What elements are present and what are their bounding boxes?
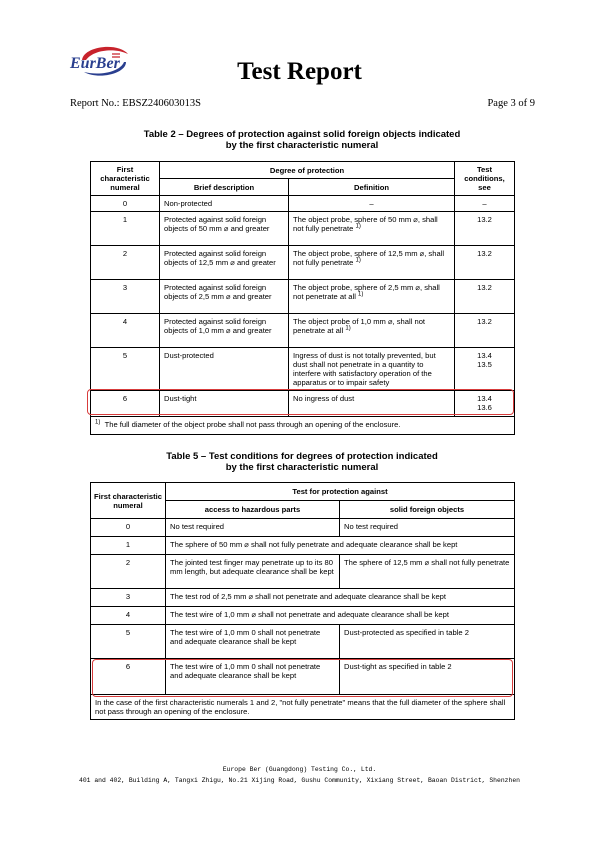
t2-num: 5 xyxy=(91,348,160,391)
t2-def: The object probe, sphere of 2,5 mm ⌀, shall not penetrate at all xyxy=(293,283,440,301)
report-number: Report No.: EBSZ240603013S xyxy=(70,98,201,109)
t5-num: 4 xyxy=(91,607,166,625)
table-row xyxy=(91,246,515,280)
t5-solid: Dust-protected as specified in table 2 xyxy=(340,625,515,659)
t2-def: No ingress of dust xyxy=(289,391,455,417)
t2-header-first: First characteristic numeral xyxy=(91,162,160,196)
t2-num: 2 xyxy=(91,246,160,280)
t5-num: 5 xyxy=(91,625,166,659)
table-row xyxy=(91,212,515,246)
t2-def-cell xyxy=(289,246,455,280)
t5-access: The test wire of 1,0 mm 0 shall not penetrate and adequate clearance shall be kept xyxy=(166,625,340,659)
t2-def-cell xyxy=(289,212,455,246)
table-row xyxy=(91,607,515,625)
t2-brief: Protected against solid foreign objects of 50 mm ⌀ and greater xyxy=(160,212,289,246)
t2-header-brief: Brief description xyxy=(160,179,289,196)
t5-num: 1 xyxy=(91,537,166,555)
t5-num: 3 xyxy=(91,589,166,607)
t2-def: The object probe, sphere of 50 mm ⌀, shall not fully penetrate xyxy=(293,215,438,233)
footer-company: Europe Ber (Guangdong) Testing Co., Ltd. xyxy=(222,766,377,773)
table-row xyxy=(91,348,515,391)
t2-brief: Protected against solid foreign objects of 1,0 mm ⌀ and greater xyxy=(160,314,289,348)
t5-solid: Dust-tight as specified in table 2 xyxy=(340,659,515,695)
t2-header-degree: Degree of protection xyxy=(160,162,455,179)
t2-def: The object probe, sphere of 12,5 mm ⌀, shall not fully penetrate xyxy=(293,249,445,267)
t2-brief: Dust-protected xyxy=(160,348,289,391)
t2-num: 6 xyxy=(91,391,160,417)
table-row xyxy=(91,519,515,537)
t5-num: 2 xyxy=(91,555,166,589)
t2-def-footnote-ref: 1) xyxy=(345,325,351,332)
t2-def: The object probe of 1,0 mm ⌀, shall not penetrate at all xyxy=(293,317,426,335)
table5-caption-line1: Table 5 – Test conditions for degrees of protection indicated xyxy=(166,451,438,462)
t2-num: 0 xyxy=(91,196,160,212)
t5-header-access: access to hazardous parts xyxy=(166,501,340,519)
t2-def-footnote-ref: 1) xyxy=(358,291,364,298)
t2-header-def: Definition xyxy=(289,179,455,196)
table-row xyxy=(91,555,515,589)
t2-test: 13.2 xyxy=(455,314,515,348)
t2-def-cell xyxy=(289,314,455,348)
t2-def-footnote-ref: 1) xyxy=(355,257,361,264)
t2-header-test: Test conditions, see xyxy=(455,162,515,196)
t5-access: The test wire of 1,0 mm 0 shall not penetrate and adequate clearance shall be kept xyxy=(166,659,340,695)
table2-caption-line1: Table 2 – Degrees of protection against solid foreign objects indicated xyxy=(143,129,461,140)
table-row xyxy=(91,280,515,314)
t5-solid: No test required xyxy=(340,519,515,537)
t5-header-first: First characteristic numeral xyxy=(91,483,166,519)
t2-test: 13.2 xyxy=(455,212,515,246)
t2-brief: Dust-tight xyxy=(160,391,289,417)
t2-def-footnote-ref: 1) xyxy=(355,223,361,230)
t2-test: 13.4 13.5 xyxy=(455,348,515,391)
table-row xyxy=(91,589,515,607)
table2-caption xyxy=(90,129,514,151)
t5-header-test: Test for protection against xyxy=(166,483,515,501)
table5-caption-line2: by the first characteristic numeral xyxy=(225,462,379,473)
table-row xyxy=(91,417,515,435)
t2-num: 4 xyxy=(91,314,160,348)
svg-text:EurBer: EurBer xyxy=(70,55,120,72)
t5-access: The jointed test finger may penetrate up to its 80 mm length, but adequate clearance shall be kept xyxy=(166,555,340,589)
t5-header-solid: solid foreign objects xyxy=(340,501,515,519)
t2-def: Ingress of dust is not totally prevented, but dust shall not penetrate in a quantity to interfere with satisfactory operation of the apparatus or to impair safety xyxy=(289,348,455,391)
t5-access: No test required xyxy=(166,519,340,537)
t2-test: – xyxy=(455,196,515,212)
t5-span: The test wire of 1,0 mm ⌀ shall not penetrate and adequate clearance shall be kept xyxy=(166,607,515,625)
t5-num: 0 xyxy=(91,519,166,537)
table-row xyxy=(91,537,515,555)
table-row xyxy=(91,695,515,720)
highlight-box xyxy=(87,389,514,415)
t2-test: 13.2 xyxy=(455,280,515,314)
table-row xyxy=(91,314,515,348)
t2-num: 3 xyxy=(91,280,160,314)
t2-def: – xyxy=(289,196,455,212)
t2-brief: Protected against solid foreign objects of 2,5 mm ⌀ and greater xyxy=(160,280,289,314)
table5-caption xyxy=(90,451,514,473)
table-row xyxy=(91,625,515,659)
t5-solid: The sphere of 12,5 mm ⌀ shall not fully penetrate xyxy=(340,555,515,589)
table2-caption-line2: by the first characteristic numeral xyxy=(225,140,379,151)
t5-num: 6 xyxy=(91,659,166,695)
t2-test: 13.2 xyxy=(455,246,515,280)
t2-def-cell xyxy=(289,280,455,314)
t2-brief: Non-protected xyxy=(160,196,289,212)
t2-footnote xyxy=(91,417,515,435)
t5-span: The sphere of 50 mm ⌀ shall not fully penetrate and adequate clearance shall be kept xyxy=(166,537,515,555)
t5-note: In the case of the first characteristic numerals 1 and 2, "not fully penetrate" means that the full diameter of the sphere shall not pass through an opening of the enclosure. xyxy=(91,695,515,720)
t2-brief: Protected against solid foreign objects of 12,5 mm ⌀ and greater xyxy=(160,246,289,280)
t5-span: The test rod of 2,5 mm ⌀ shall not penetrate and adequate clearance shall be kept xyxy=(166,589,515,607)
t2-footnote-mark: 1) xyxy=(95,419,101,426)
highlight-box xyxy=(92,659,513,697)
t2-test: 13.4 13.6 xyxy=(455,391,515,417)
t2-footnote-text: The full diameter of the object probe shall not pass through an opening of the enclosure. xyxy=(104,420,401,429)
page-title: Test Report xyxy=(237,58,362,85)
footer-address: 401 and 402, Building A, Tangxi Zhigu, No.21 Xijing Road, Gushu Community, Xixiang Street, Baoan District, Shenzhen xyxy=(78,777,521,784)
table-row xyxy=(91,196,515,212)
t2-num: 1 xyxy=(91,212,160,246)
page-number: Page 3 of 9 xyxy=(487,98,535,109)
